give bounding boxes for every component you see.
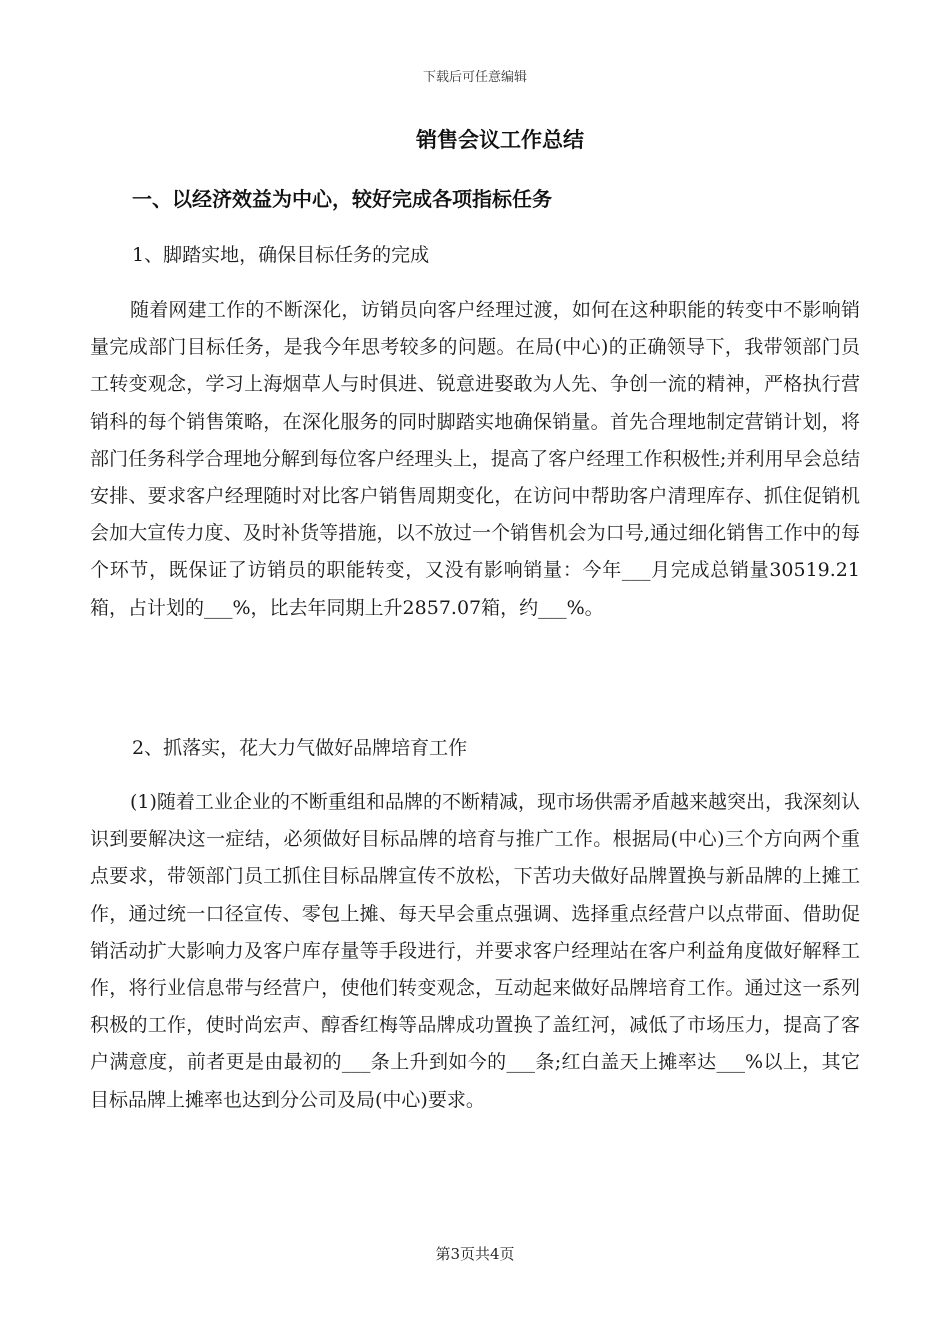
paragraph-2: (1)随着工业企业的不断重组和品牌的不断精减，现市场供需矛盾越来越突出，我深刻认识到要解决这一症结，必须做好目标品牌的培育与推广工作。根据局(中心)三个方向两个重点要求，带领部门员工抓住目标品牌宣传不放松，下苦功夫做好品牌置换与新品牌的上摊工作，通过统一口径宣传、零包上摊、每天早会重点强调、选择重点经营户以点带面、借助促销活动扩大影响力及客户库存量等手段进行，并要求客户经理站在客户利益角度做好解释工作，将行业信息带与经营户，使他们转变观念，互动起来做好品牌培育工作。通过这一系列积极的工作，使时尚宏声、醇香红梅等品牌成功置换了盖红河，减低了市场压力，提高了客户满意度，前者更是由最初的___条上升到如今的___条;红白盖天上摊率达___%以上，其它目标品牌上摊率也达到分公司及局(中心)要求。	[90, 791, 860, 1111]
page-title: 销售会议工作总结	[416, 128, 584, 152]
header-note: 下载后可任意编辑	[422, 70, 527, 85]
subsection-heading-2: 2、抓落实，花大力气做好品牌培育工作	[132, 737, 468, 759]
section-heading: 一、以经济效益为中心，较好完成各项指标任务	[132, 187, 552, 211]
paragraph-1: 随着网建工作的不断深化，访销员向客户经理过渡，如何在这种职能的转变中不影响销量完成部门目标任务，是我今年思考较多的问题。在局(中心)的正确领导下，我带领部门员工转变观念，学习上海烟草人与时俱进、锐意进娶敢为人先、争创一流的精神，严格执行营销科的每个销售策略，在深化服务的同时脚踏实地确保销量。首先合理地制定营销计划，将部门任务科学合理地分解到每位客户经理头上，提高了客户经理工作积极性;并利用早会总结安排、要求客户经理随时对比客户销售周期变化，在访问中帮助客户清理库存、抓住促销机会加大宣传力度、及时补货等措施，以不放过一个销售机会为口号,通过细化销售工作中的每个环节，既保证了访销员的职能转变，又没有影响销量：今年___月完成总销量30519.21箱，占计划的___%，比去年同期上升2857.07箱，约___%。	[90, 299, 860, 619]
subsection-heading-1: 1、脚踏实地，确保目标任务的完成	[132, 244, 430, 266]
page-number-footer: 第3页共4页	[435, 1245, 515, 1263]
